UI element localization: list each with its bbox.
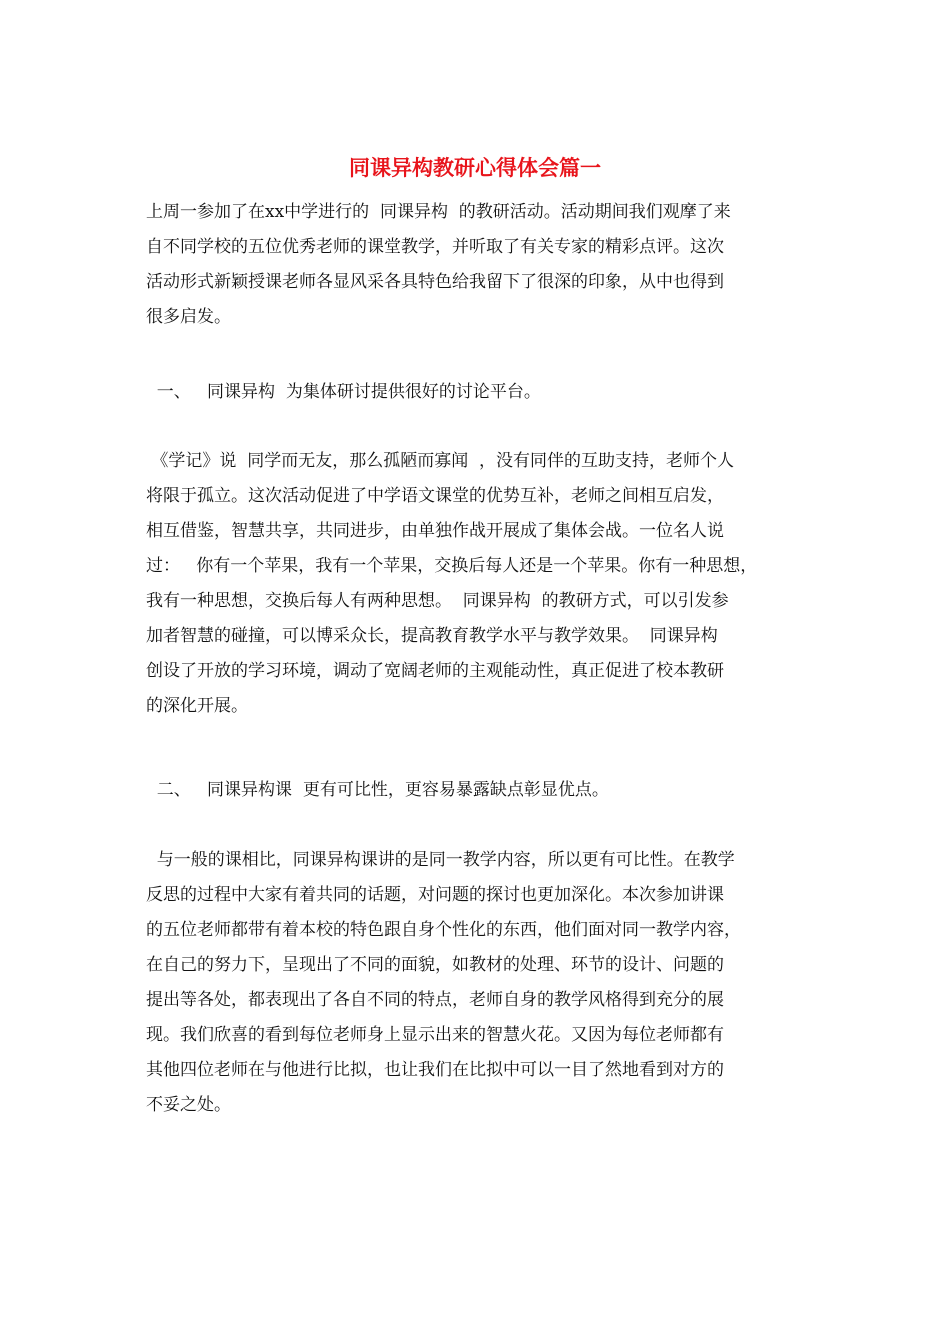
text-line: 在自己的努力下，呈现出了不同的面貌，如教材的处理、环节的设计、问题的 (146, 955, 724, 975)
text-line: 的深化开展。 (146, 696, 248, 716)
paragraph-intro (146, 195, 826, 335)
paragraph-section-2 (146, 843, 826, 1123)
section-heading-2 (146, 773, 826, 808)
text-line: 现。我们欣喜的看到每位老师身上显示出来的智慧火花。又因为每位老师都有 (146, 1025, 724, 1045)
text-line: 反思的过程中大家有着共同的话题，对问题的探讨也更加深化。本次参加讲课 (146, 885, 724, 905)
text-line: 创设了开放的学习环境，调动了宽阔老师的主观能动性，真正促进了校本教研 (146, 661, 724, 681)
text-line: 很多启发。 (146, 307, 231, 327)
text-line: 活动形式新颖授课老师各显风采各具特色给我留下了很深的印象，从中也得到 (146, 272, 724, 292)
text-line: 自不同学校的五位优秀老师的课堂教学，并听取了有关专家的精彩点评。这次 (146, 237, 724, 257)
text-line: 与一般的课相比，同课异构课讲的是同一教学内容，所以更有可比性。在教学 (146, 850, 735, 870)
text-line: 我有一种思想，交换后每人有两种思想。 同课异构 的教研方式，可以引发参 (146, 591, 729, 611)
text-line: 二、 同课异构课 更有可比性，更容易暴露缺点彰显优点。 (146, 780, 609, 800)
text-line: 《学记》说 同学而无友，那么孤陋而寡闻 ，没有同伴的互助支持，老师个人 (146, 451, 735, 471)
text-line: 过： 你有一个苹果，我有一个苹果，交换后每人还是一个苹果。你有一种思想， (146, 556, 758, 576)
paragraph-section-1 (146, 444, 826, 724)
text-line: 加者智慧的碰撞，可以博采众长，提高教育教学水平与教学效果。 同课异构 (146, 626, 718, 646)
text-line: 相互借鉴，智慧共享，共同进步，由单独作战开展成了集体会战。一位名人说 (146, 521, 724, 541)
text-line: 不妥之处。 (146, 1095, 231, 1115)
text-line: 的五位老师都带有着本校的特色跟自身个性化的东西，他们面对同一教学内容， (146, 920, 741, 940)
text-line: 提出等各处，都表现出了各自不同的特点，老师自身的教学风格得到充分的展 (146, 990, 724, 1010)
text-line: 一、 同课异构 为集体研讨提供很好的讨论平台。 (146, 382, 541, 402)
document-title: 同课异构教研心得体会篇一 (349, 155, 601, 180)
text-line: 上周一参加了在xx中学进行的 同课异构 的教研活动。活动期间我们观摩了来 (146, 202, 731, 222)
text-line: 将限于孤立。这次活动促进了中学语文课堂的优势互补，老师之间相互启发， (146, 486, 724, 506)
section-heading-1 (146, 375, 826, 410)
text-line: 其他四位老师在与他进行比拟，也让我们在比拟中可以一目了然地看到对方的 (146, 1060, 724, 1080)
